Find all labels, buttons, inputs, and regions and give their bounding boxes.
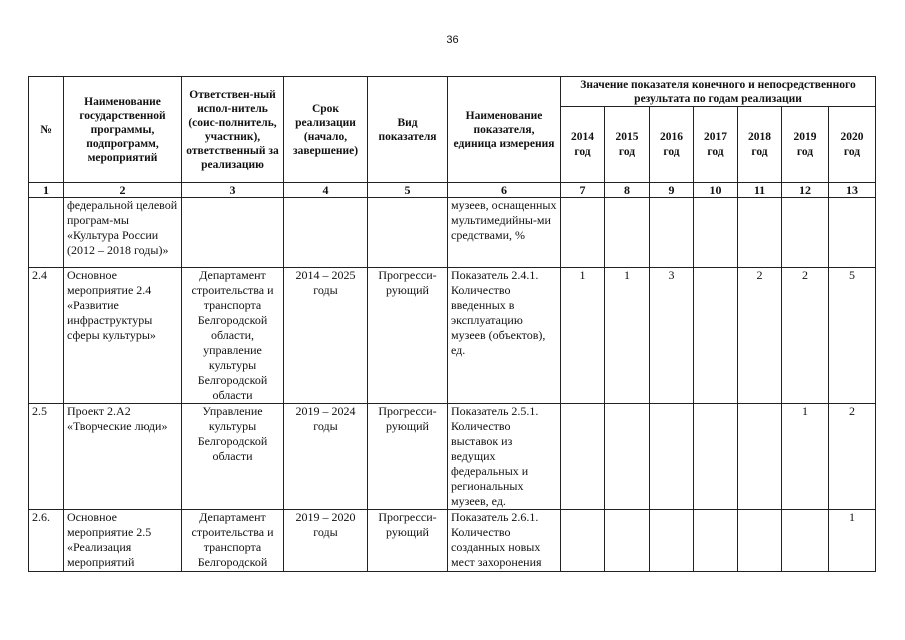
row-executor: Департамент строительства и транспорта Белгородской области, управление культуры Белгородской области: [182, 268, 284, 404]
row-indicator-type: Прогресси-рующий: [368, 404, 448, 510]
row-value-2019: 2: [782, 268, 829, 404]
row-indicator-type: Прогресси-рующий: [368, 268, 448, 404]
header-num: №: [29, 77, 64, 183]
row-value-2017: [694, 510, 738, 572]
column-number: 8: [605, 183, 650, 198]
row-program-name: Основное мероприятие 2.4 «Развитие инфраструктуры сферы культуры»: [64, 268, 182, 404]
row-value-2018: [738, 510, 782, 572]
row-period: 2019 – 2020 годы: [284, 510, 368, 572]
page-number: 36: [446, 34, 459, 46]
column-number: 12: [782, 183, 829, 198]
row-value-2015: [605, 404, 650, 510]
row-value-2018: [738, 198, 782, 268]
column-number: 9: [650, 183, 694, 198]
row-num: 2.6.: [29, 510, 64, 572]
row-value-2020: 5: [829, 268, 876, 404]
row-value-2015: 1: [605, 268, 650, 404]
header-year-2019: 2019 год: [782, 107, 829, 183]
row-value-2014: 1: [561, 268, 605, 404]
row-value-2014: [561, 510, 605, 572]
row-period: 2014 – 2025 годы: [284, 268, 368, 404]
row-program-name: Основное мероприятие 2.5 «Реализация мероприятий: [64, 510, 182, 572]
header-year-2014: 2014 год: [561, 107, 605, 183]
header-year-2016: 2016 год: [650, 107, 694, 183]
header-values-group: Значение показателя конечного и непосредственного результата по годам реализации: [561, 77, 876, 107]
row-program-name: Проект 2.А2 «Творческие люди»: [64, 404, 182, 510]
row-value-2020: [829, 198, 876, 268]
row-indicator-name: музеев, оснащенных мультимедийны-ми средствами, %: [448, 198, 561, 268]
row-value-2016: 3: [650, 268, 694, 404]
column-number: 4: [284, 183, 368, 198]
header-indicator-type: Вид показателя: [368, 77, 448, 183]
row-value-2014: [561, 198, 605, 268]
row-indicator-type: Прогресси-рующий: [368, 510, 448, 572]
row-value-2018: 2: [738, 268, 782, 404]
row-value-2020: 2: [829, 404, 876, 510]
row-indicator-type: [368, 198, 448, 268]
row-value-2015: [605, 510, 650, 572]
row-value-2019: 1: [782, 404, 829, 510]
column-number: 10: [694, 183, 738, 198]
column-number: 13: [829, 183, 876, 198]
row-num: 2.5: [29, 404, 64, 510]
row-value-2017: [694, 268, 738, 404]
row-indicator-name: Показатель 2.5.1. Количество выставок из ведущих федеральных и региональных музеев, ед.: [448, 404, 561, 510]
header-year-2020: 2020 год: [829, 107, 876, 183]
column-number: 11: [738, 183, 782, 198]
row-value-2017: [694, 198, 738, 268]
row-indicator-name: Показатель 2.6.1. Количество созданных новых мест захоронения: [448, 510, 561, 572]
table-row: [29, 510, 876, 572]
header-year-2015: 2015 год: [605, 107, 650, 183]
row-value-2018: [738, 404, 782, 510]
row-program-name: федеральной целевой програм-мы «Культура России (2012 – 2018 годы)»: [64, 198, 182, 268]
header-year-2018: 2018 год: [738, 107, 782, 183]
table-row: [29, 198, 876, 268]
header-row-1: [29, 77, 876, 107]
column-number: 2: [64, 183, 182, 198]
column-number: 5: [368, 183, 448, 198]
row-num: [29, 198, 64, 268]
row-value-2019: [782, 198, 829, 268]
column-number: 3: [182, 183, 284, 198]
indicators-table: [28, 76, 876, 572]
table-row: [29, 268, 876, 404]
column-number: 7: [561, 183, 605, 198]
row-executor: Управление культуры Белгородской области: [182, 404, 284, 510]
row-executor: Департамент строительства и транспорта Белгородской: [182, 510, 284, 572]
row-value-2020: 1: [829, 510, 876, 572]
row-value-2019: [782, 510, 829, 572]
row-period: [284, 198, 368, 268]
header-period: Срок реализации (начало, завершение): [284, 77, 368, 183]
row-value-2015: [605, 198, 650, 268]
row-value-2017: [694, 404, 738, 510]
row-value-2014: [561, 404, 605, 510]
row-indicator-name: Показатель 2.4.1. Количество введенных в эксплуатацию музеев (объектов), ед.: [448, 268, 561, 404]
row-value-2016: [650, 198, 694, 268]
header-indicator-name: Наименование показателя, единица измерения: [448, 77, 561, 183]
header-executor: Ответствен-ный испол-нитель (соис-полнитель, участник), ответственный за реализацию: [182, 77, 284, 183]
column-numbers-row: [29, 183, 876, 198]
row-num: 2.4: [29, 268, 64, 404]
header-program-name: Наименование государственной программы, подпрограмм, мероприятий: [64, 77, 182, 183]
header-year-2017: 2017 год: [694, 107, 738, 183]
row-period: 2019 – 2024 годы: [284, 404, 368, 510]
column-number: 6: [448, 183, 561, 198]
row-executor: [182, 198, 284, 268]
column-number: 1: [29, 183, 64, 198]
row-value-2016: [650, 510, 694, 572]
table-row: [29, 404, 876, 510]
row-value-2016: [650, 404, 694, 510]
